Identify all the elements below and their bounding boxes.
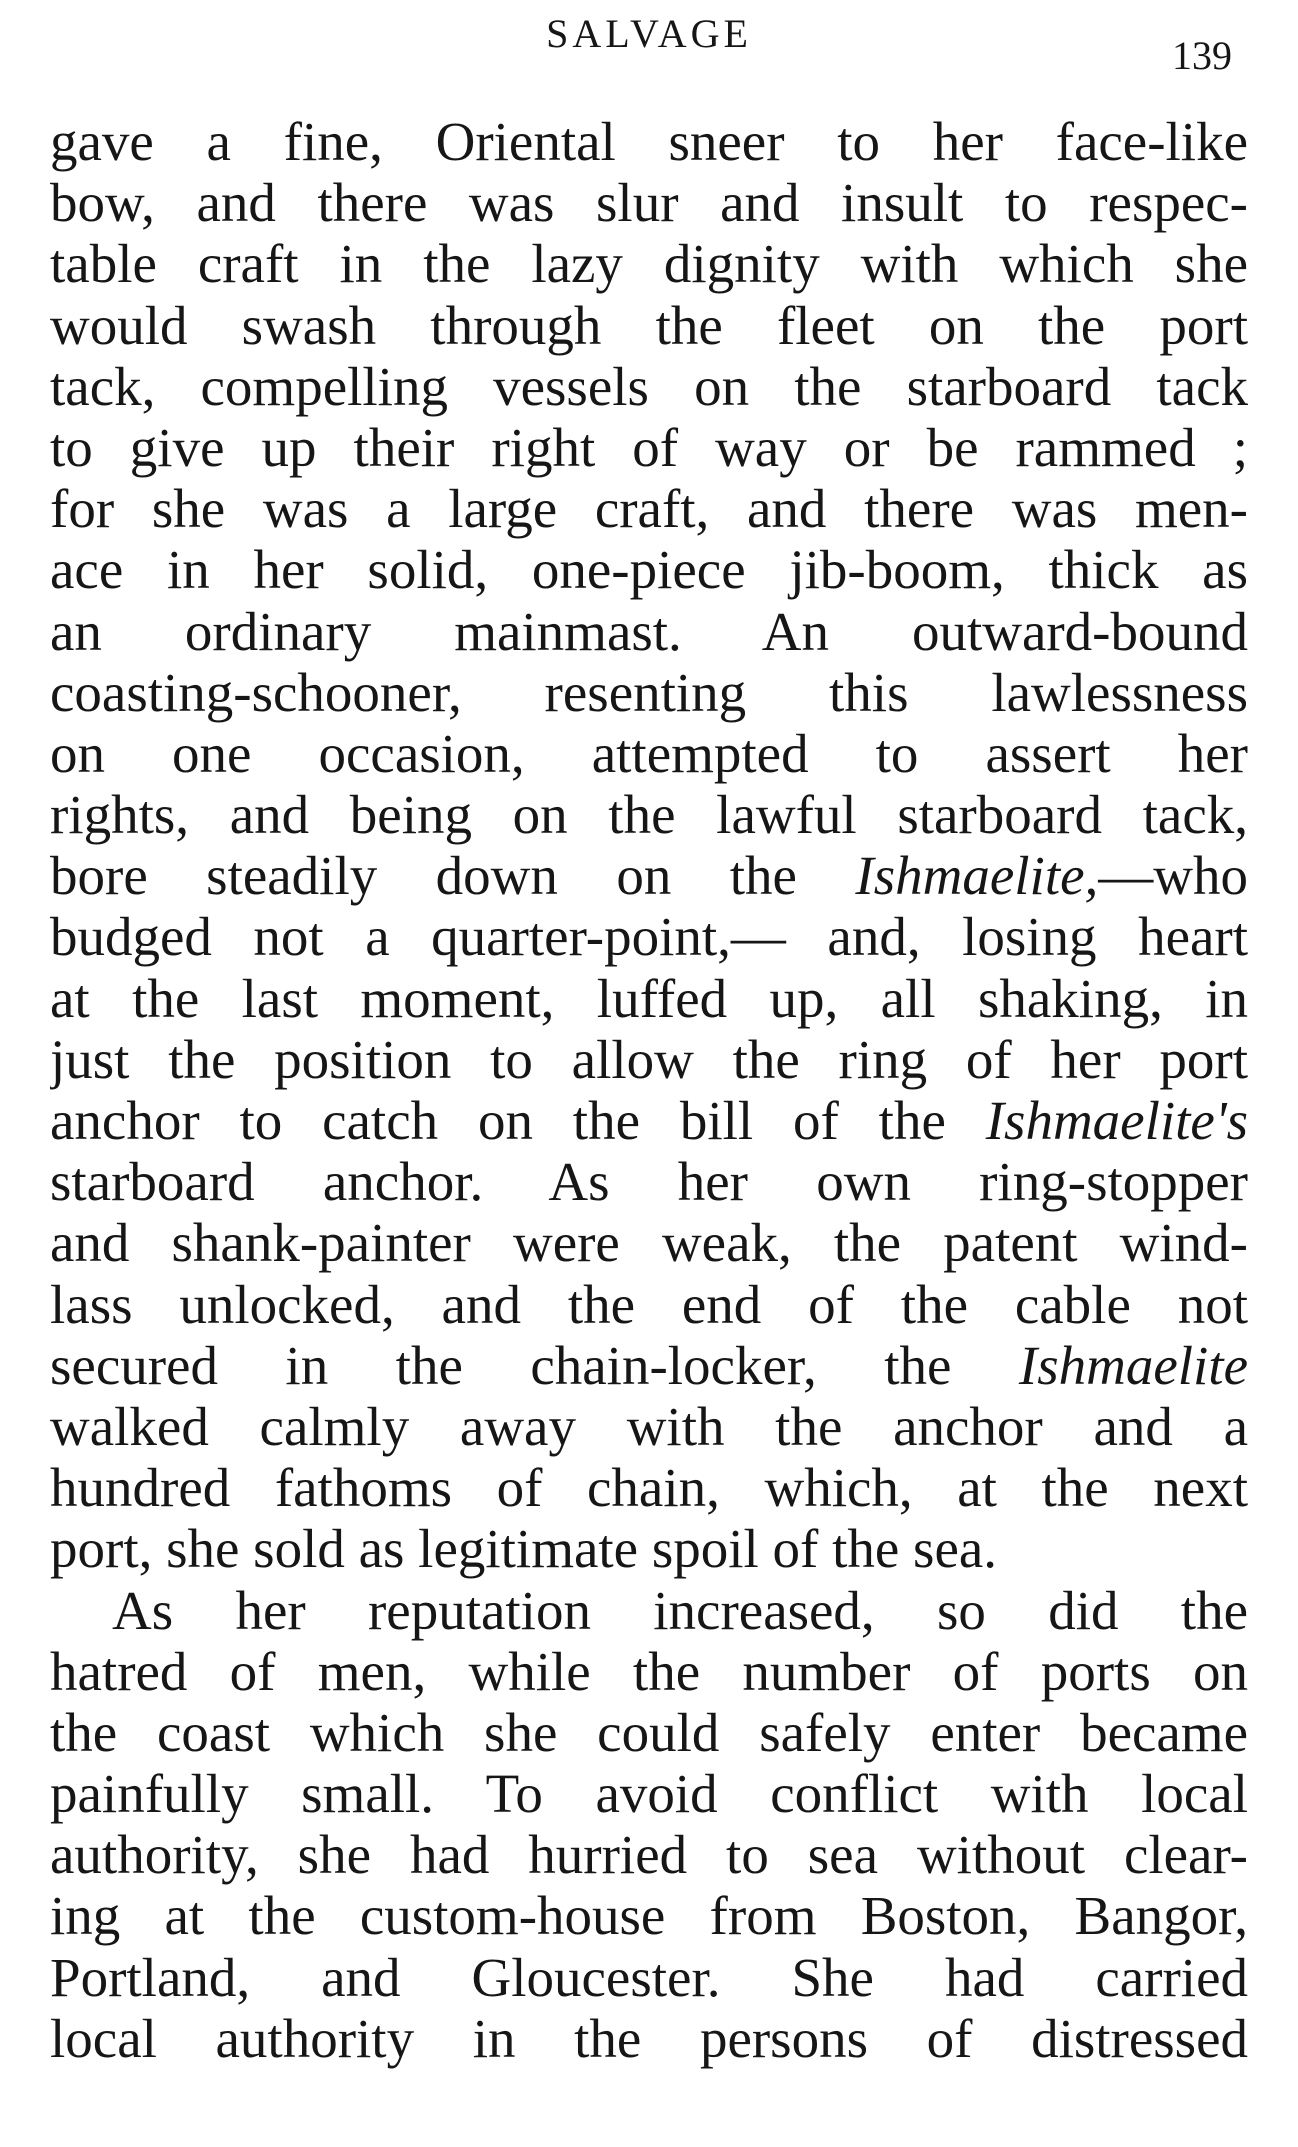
text-line — [50, 1457, 1248, 1518]
text-run: gave a fine, Oriental sneer to her face-like — [50, 111, 1248, 172]
text-run: secured in the chain-locker, the — [50, 1334, 1019, 1396]
text-run: —who — [1098, 845, 1248, 907]
text-line — [50, 1396, 1248, 1457]
text-line — [50, 2008, 1248, 2069]
text-line — [50, 601, 1248, 662]
text-line — [50, 1029, 1248, 1090]
body-text — [50, 111, 1248, 2069]
text-line — [50, 356, 1248, 417]
text-run: anchor to catch on the bill of the — [50, 1090, 986, 1151]
text-run: ing at the custom-house from Boston, Bangor, — [50, 1885, 1248, 1947]
text-run: ace in her solid, one-piece jib-boom, thick as — [50, 539, 1248, 601]
text-line — [50, 295, 1248, 356]
text-line — [50, 845, 1248, 906]
text-run: authority, she had hurried to sea without clear- — [50, 1824, 1248, 1886]
text-line — [50, 233, 1248, 294]
text-line — [50, 1335, 1248, 1396]
text-run: walked calmly away with the anchor and a — [50, 1395, 1248, 1457]
text-line — [50, 1885, 1248, 1946]
text-line — [50, 417, 1248, 478]
text-run: and shank-painter were weak, the patent wind- — [50, 1212, 1248, 1274]
text-line — [50, 172, 1248, 233]
text-line — [50, 723, 1248, 784]
text-line — [50, 111, 1248, 172]
text-run: for she was a large craft, and there was men- — [50, 478, 1248, 540]
text-run: an ordinary mainmast. An outward-bound — [50, 600, 1248, 662]
text-run: rights, and being on the lawful starboard tack, — [50, 784, 1248, 846]
text-line — [50, 1274, 1248, 1335]
text-run: lass unlocked, and the end of the cable not — [50, 1273, 1248, 1335]
text-run: painfully small. To avoid conflict with local — [50, 1763, 1248, 1825]
text-run: table craft in the lazy dignity with which she — [50, 233, 1248, 295]
text-line — [50, 1824, 1248, 1885]
text-run: bow, and there was slur and insult to respec- — [50, 172, 1248, 234]
text-line — [50, 968, 1248, 1029]
text-run: Portland, and Gloucester. She had carried — [50, 1946, 1248, 2008]
text-run: at the last moment, luffed up, all shaking, in — [50, 967, 1248, 1029]
text-line — [50, 1580, 1248, 1641]
text-line — [50, 1641, 1248, 1702]
text-run: local authority in the persons of distressed — [50, 2007, 1248, 2069]
text-line — [50, 1518, 1248, 1579]
text-line — [50, 906, 1248, 967]
text-line — [50, 1151, 1248, 1212]
text-run: starboard anchor. As her own ring-stopper — [50, 1151, 1248, 1213]
page-number: 139 — [1172, 33, 1232, 78]
text-run: coasting-schooner, resenting this lawlessness — [50, 661, 1248, 723]
text-line — [50, 1947, 1248, 2008]
text-line — [50, 662, 1248, 723]
text-line — [50, 1090, 1248, 1151]
text-run: would swash through the fleet on the port — [50, 294, 1248, 356]
italic-ship-name: Ishmaelite's — [985, 1090, 1248, 1151]
text-line — [50, 478, 1248, 539]
text-run: As her reputation increased, so did the — [112, 1579, 1248, 1641]
text-run: just the position to allow the ring of her port — [50, 1028, 1248, 1090]
text-run: bore steadily down on the — [50, 845, 856, 907]
text-line — [50, 1702, 1248, 1763]
text-run: tack, compelling vessels on the starboard tack — [50, 355, 1248, 417]
running-title: SALVAGE — [546, 11, 752, 56]
text-run: the coast which she could safely enter became — [50, 1701, 1248, 1763]
text-run: port, she sold as legitimate spoil of the sea. — [50, 1518, 998, 1580]
italic-ship-name: Ishmaelite — [1018, 1334, 1248, 1396]
text-run: on one occasion, attempted to assert her — [50, 722, 1248, 784]
italic-ship-name: Ishmaelite, — [855, 845, 1099, 907]
page-header — [0, 10, 1298, 78]
text-run: to give up their right of way or be rammed ; — [50, 416, 1248, 478]
text-line — [50, 1763, 1248, 1824]
text-run: hundred fathoms of chain, which, at the next — [50, 1457, 1248, 1519]
text-line — [50, 539, 1248, 600]
text-line — [50, 1212, 1248, 1273]
text-run: hatred of men, while the number of ports on — [50, 1640, 1248, 1702]
text-line — [50, 784, 1248, 845]
text-run: budged not a quarter-point,— and, losing heart — [50, 906, 1248, 968]
